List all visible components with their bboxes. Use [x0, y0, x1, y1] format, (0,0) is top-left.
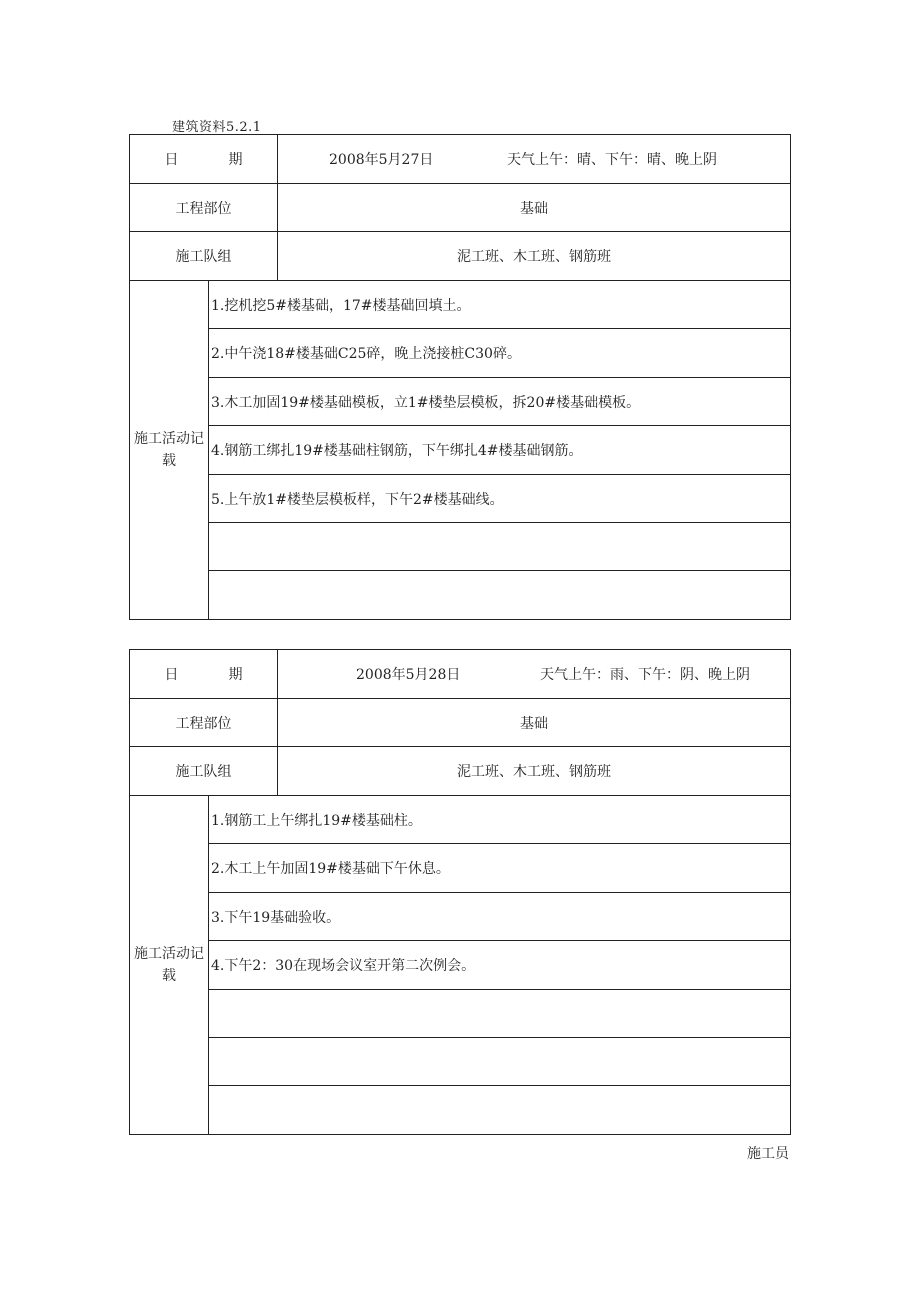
activity-row	[130, 844, 791, 893]
team-label: 施工队组	[130, 232, 278, 281]
activity-row	[130, 378, 791, 426]
activity-item	[209, 990, 791, 1038]
footer-signature-label: 施工员	[747, 1146, 789, 1162]
activity-row	[130, 281, 791, 329]
activity-label: 施工活动记载	[130, 796, 209, 1135]
activity-item: 2.中午浇18#楼基础C25碎，晚上浇接桩C30碎。	[209, 329, 791, 378]
location-value: 基础	[278, 699, 791, 747]
activity-label: 施工活动记载	[130, 281, 209, 620]
construction-log-table-2	[129, 649, 791, 1135]
activity-row	[130, 941, 791, 990]
date-value: 2008年5月28日	[356, 667, 461, 683]
activity-row	[130, 1038, 791, 1086]
activity-item: 5.上午放1#楼垫层模板样，下午2#楼基础线。	[209, 475, 791, 523]
team-label: 施工队组	[130, 747, 278, 796]
weather-value: 天气上午：雨、下午：阴、晚上阴	[540, 667, 750, 683]
location-label: 工程部位	[130, 699, 278, 747]
activity-item: 3.下午19基础验收。	[209, 893, 791, 941]
activity-row	[130, 990, 791, 1038]
activity-item: 2.木工上午加固19#楼基础下午休息。	[209, 844, 791, 893]
activity-item: 1.钢筋工上午绑扎19#楼基础柱。	[209, 796, 791, 844]
activity-row	[130, 475, 791, 523]
date-weather-cell	[278, 650, 791, 699]
activity-row	[130, 426, 791, 475]
activity-row	[130, 796, 791, 844]
location-row	[130, 184, 791, 232]
activity-item	[209, 1086, 791, 1135]
location-value: 基础	[278, 184, 791, 232]
activity-item	[209, 571, 791, 620]
team-value: 泥工班、木工班、钢筋班	[278, 232, 791, 281]
weather-value: 天气上午：晴、下午：晴、晚上阴	[507, 152, 717, 168]
location-label: 工程部位	[130, 184, 278, 232]
team-row	[130, 747, 791, 796]
activity-item: 4.下午2：30在现场会议室开第二次例会。	[209, 941, 791, 990]
date-value: 2008年5月27日	[329, 152, 434, 168]
date-row	[130, 135, 791, 184]
team-row	[130, 232, 791, 281]
activity-item	[209, 523, 791, 571]
activity-item: 4.钢筋工绑扎19#楼基础柱钢筋，下午绑扎4#楼基础钢筋。	[209, 426, 791, 475]
activity-row	[130, 523, 791, 571]
construction-log-table-1	[129, 134, 791, 620]
team-value: 泥工班、木工班、钢筋班	[278, 747, 791, 796]
date-label: 日 期	[130, 650, 278, 699]
activity-item: 1.挖机挖5#楼基础，17#楼基础回填土。	[209, 281, 791, 329]
date-label: 日 期	[130, 135, 278, 184]
activity-row	[130, 571, 791, 620]
document-code: 建筑资料5.2.1	[172, 120, 262, 135]
activity-row	[130, 1086, 791, 1135]
date-weather-cell	[278, 135, 791, 184]
activity-item	[209, 1038, 791, 1086]
location-row	[130, 699, 791, 747]
activity-row	[130, 329, 791, 378]
date-row	[130, 650, 791, 699]
activity-row	[130, 893, 791, 941]
activity-item: 3.木工加固19#楼基础模板，立1#楼垫层模板，拆20#楼基础模板。	[209, 378, 791, 426]
